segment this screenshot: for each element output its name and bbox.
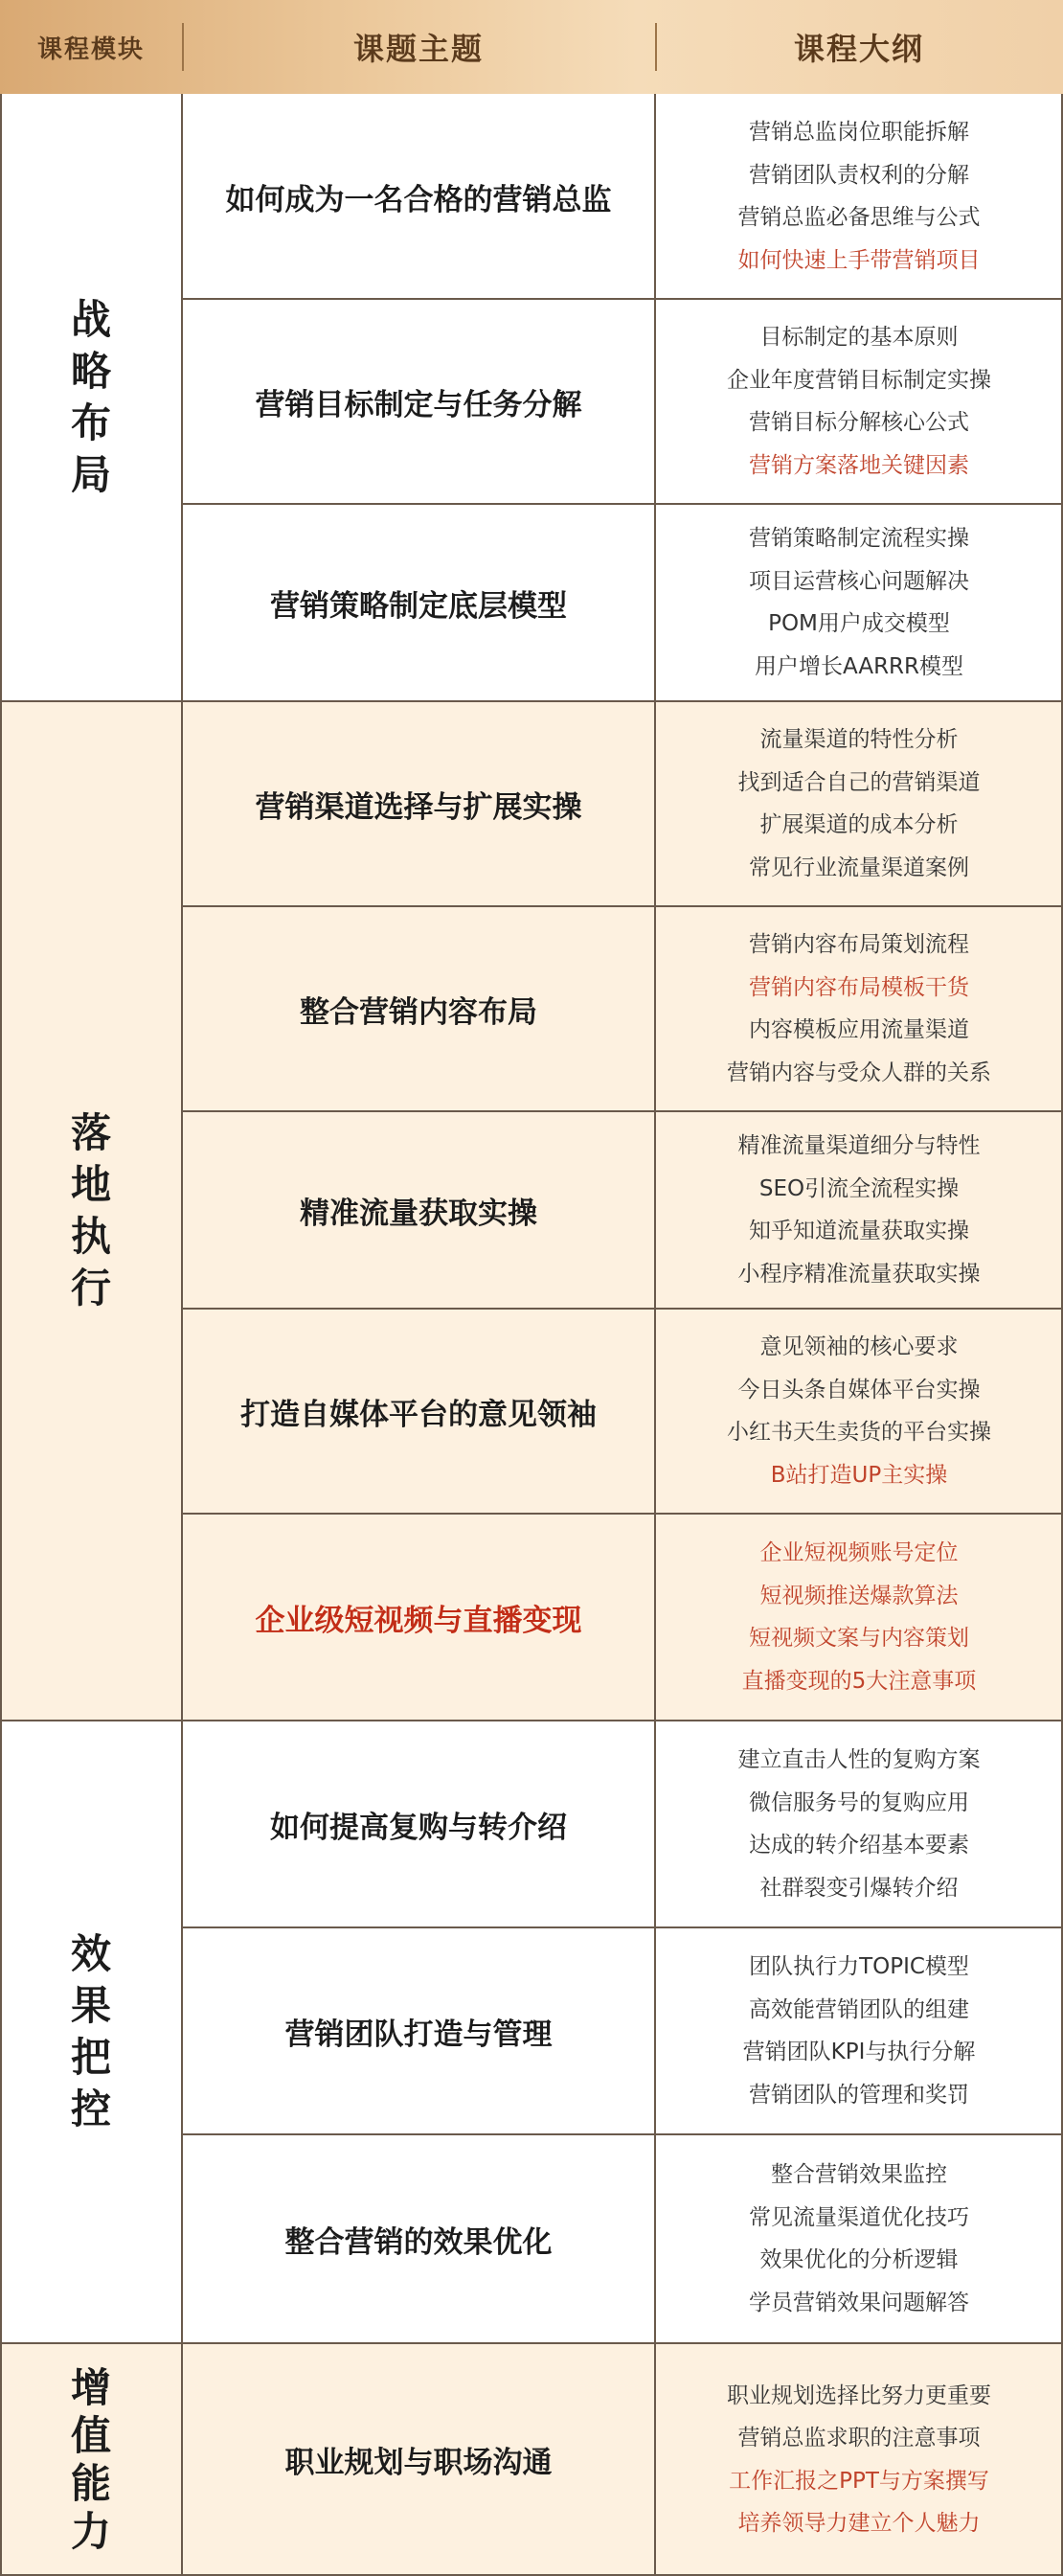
outline-item: 社群裂变引爆转介绍 (759, 1875, 959, 1901)
topic-title: 营销策略制定底层模型 (270, 588, 567, 624)
outline-list (655, 2343, 1063, 2576)
topic-row (182, 1721, 1063, 1927)
outline-item: 意见领袖的核心要求 (759, 1334, 959, 1359)
outline-item: 营销内容与受众人群的关系 (727, 1060, 991, 1085)
topic-title: 营销团队打造与管理 (284, 2017, 553, 2052)
outline-item: 营销团队KPI与执行分解 (742, 2040, 976, 2064)
grid-line (182, 298, 1063, 300)
table-header (0, 0, 1063, 94)
grid-line (0, 700, 1063, 702)
outline-item: 常见行业流量渠道案例 (749, 855, 969, 880)
outline-item: 企业年度营销目标制定实操 (727, 367, 991, 393)
outline-item: 微信服务号的复购应用 (749, 1790, 969, 1815)
topic-row (182, 701, 1063, 906)
outline-item: B站打造UP主实操 (770, 1462, 948, 1488)
outline-item: 营销内容布局模板干货 (749, 974, 969, 1000)
outline-item: 职业规划选择比努力更重要 (727, 2382, 991, 2408)
outline-item: 营销总监岗位职能拆解 (749, 120, 969, 145)
outline-item: 知乎知道流量获取实操 (749, 1219, 969, 1243)
outline-list (655, 94, 1063, 299)
outline-item: 项目运营核心问题解决 (749, 568, 969, 594)
topic-title: 如何提高复购与转介绍 (270, 1810, 567, 1845)
module-name: 落地执行 (70, 1109, 111, 1311)
module-cell (0, 701, 182, 1721)
topic-title: 企业级短视频与直播变现 (255, 1603, 582, 1638)
outline-list (655, 1309, 1063, 1514)
header-outline: 课程大纲 (793, 31, 924, 67)
topic-title: 如何成为一名合格的营销总监 (225, 182, 612, 217)
grid-line (181, 94, 183, 2576)
topic-row (182, 2343, 1063, 2576)
topic-row (182, 504, 1063, 701)
topic-title: 整合营销内容布局 (300, 994, 537, 1030)
outline-list (655, 701, 1063, 906)
module-name: 增值能力 (70, 2363, 111, 2555)
outline-list (655, 504, 1063, 701)
grid-line (182, 2133, 1063, 2135)
outline-list (655, 2134, 1063, 2343)
topic-row (182, 1111, 1063, 1309)
topic-title: 精准流量获取实操 (300, 1196, 537, 1231)
outline-item: 建立直击人性的复购方案 (737, 1747, 981, 1772)
outline-item: 常见流量渠道优化技巧 (749, 2204, 969, 2230)
topic-row (182, 906, 1063, 1111)
topic-row (182, 1309, 1063, 1514)
outline-item: POM用户成交模型 (768, 611, 950, 636)
outline-list (655, 299, 1063, 504)
outline-item: 直播变现的5大注意事项 (741, 1668, 977, 1694)
topic-title: 整合营销的效果优化 (284, 2224, 553, 2260)
outline-item: 效果优化的分析逻辑 (759, 2247, 959, 2272)
topic-row (182, 1514, 1063, 1721)
grid-line (182, 905, 1063, 907)
grid-line (182, 1110, 1063, 1112)
header-topic: 课题主题 (352, 31, 484, 67)
outline-item: 内容模板应用流量渠道 (749, 1017, 969, 1042)
outline-item: 短视频推送爆款算法 (759, 1583, 959, 1608)
topic-title: 打造自媒体平台的意见领袖 (240, 1397, 597, 1432)
outline-item: 工作汇报之PPT与方案撰写 (729, 2468, 989, 2494)
module-cell (0, 2343, 182, 2576)
grid-line (0, 1720, 1063, 1721)
outline-list (655, 1111, 1063, 1309)
outline-item: 用户增长AARRR模型 (754, 653, 964, 679)
topic-row (182, 299, 1063, 504)
grid-line (0, 94, 2, 2576)
grid-line (182, 1513, 1063, 1515)
outline-list (655, 906, 1063, 1111)
topic-row (182, 2134, 1063, 2343)
outline-item: 营销目标分解核心公式 (749, 410, 969, 435)
topic-title: 营销渠道选择与扩展实操 (255, 789, 582, 825)
grid-line (0, 2342, 1063, 2344)
outline-list (655, 1927, 1063, 2134)
outline-item: SEO引流全流程实操 (758, 1175, 960, 1201)
grid-line (182, 1926, 1063, 1928)
grid-line (654, 94, 656, 2576)
outline-list (655, 1721, 1063, 1927)
outline-item: 扩展渠道的成本分析 (759, 812, 959, 837)
outline-item: 找到适合自己的营销渠道 (737, 769, 981, 795)
module-name: 战略布局 (70, 296, 111, 498)
topic-row (182, 1927, 1063, 2134)
outline-item: 小红书天生卖货的平台实操 (727, 1420, 991, 1445)
grid-line (182, 503, 1063, 505)
outline-item: 企业短视频账号定位 (759, 1540, 959, 1565)
module-name: 效果把控 (70, 1930, 111, 2132)
outline-item: 培养领导力建立个人魅力 (737, 2511, 981, 2536)
outline-item: 营销团队责权利的分解 (749, 162, 969, 188)
outline-item: 营销总监求职的注意事项 (737, 2426, 981, 2451)
outline-item: 精准流量渠道细分与特性 (737, 1133, 981, 1158)
outline-item: 高效能营销团队的组建 (749, 1996, 969, 2022)
module-cell (0, 94, 182, 701)
outline-item: 营销策略制定流程实操 (749, 526, 969, 551)
outline-item: 营销团队的管理和奖罚 (749, 2082, 969, 2108)
outline-item: 目标制定的基本原则 (759, 325, 959, 350)
outline-item: 营销总监必备思维与公式 (737, 205, 981, 230)
outline-item: 团队执行力TOPIC模型 (749, 1954, 969, 1979)
topic-title: 职业规划与职场沟通 (284, 2446, 553, 2480)
header-module: 课程模块 (36, 34, 145, 64)
outline-item: 短视频文案与内容策划 (749, 1626, 969, 1651)
outline-item: 达成的转介绍基本要素 (749, 1833, 969, 1858)
outline-item: 整合营销效果监控 (771, 2162, 947, 2187)
outline-item: 流量渠道的特性分析 (759, 727, 959, 752)
outline-item: 今日头条自媒体平台实操 (737, 1377, 981, 1402)
outline-item: 学员营销效果问题解答 (749, 2290, 969, 2315)
outline-list (655, 1514, 1063, 1721)
outline-item: 如何快速上手带营销项目 (737, 247, 981, 273)
outline-item: 营销方案落地关键因素 (749, 452, 969, 478)
module-cell (0, 1721, 182, 2343)
grid-line (182, 1308, 1063, 1310)
outline-item: 小程序精准流量获取实操 (737, 1261, 981, 1287)
topic-title: 营销目标制定与任务分解 (255, 387, 582, 422)
topic-row (182, 94, 1063, 299)
outline-item: 营销内容布局策划流程 (749, 932, 969, 957)
